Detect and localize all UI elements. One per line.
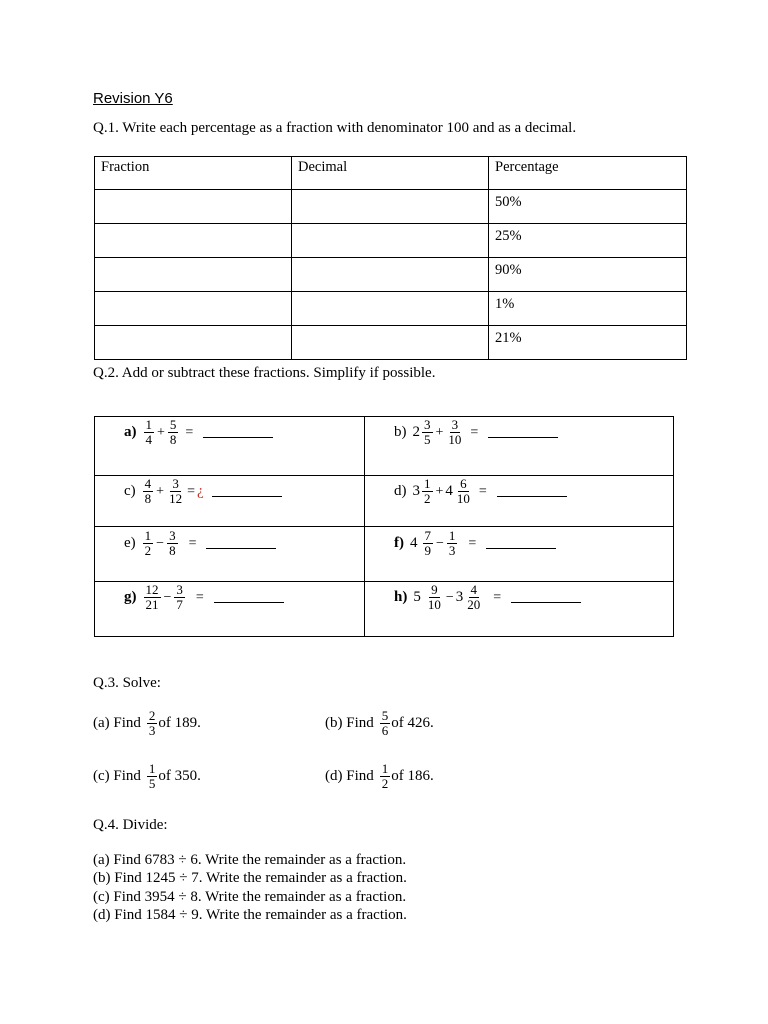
q2-g-expression xyxy=(124,583,284,612)
fraction xyxy=(380,709,391,738)
answer-blank[interactable] xyxy=(212,486,282,497)
operator: − xyxy=(163,589,172,605)
denominator: 3 xyxy=(148,723,156,738)
q3-c-text: (c) Find xyxy=(93,768,141,784)
table-row xyxy=(95,292,687,326)
table-row xyxy=(95,224,687,258)
q2-h-label: h) xyxy=(394,589,408,605)
q3-b-text: (b) Find xyxy=(325,715,374,731)
equals-sign: = xyxy=(185,424,194,440)
decimal-cell[interactable] xyxy=(292,190,489,224)
q4-item: (d) Find 1584 ÷ 9. Write the remainder as a fraction. xyxy=(93,907,407,923)
whole-number: 4 xyxy=(410,535,418,551)
decimal-cell[interactable] xyxy=(292,258,489,292)
fraction xyxy=(143,477,154,506)
fraction xyxy=(422,418,433,447)
fraction xyxy=(446,418,463,447)
denominator: 4 xyxy=(145,432,152,447)
q3-a-text: (a) Find xyxy=(93,715,141,731)
table-row xyxy=(95,190,687,224)
percentage-cell: 21% xyxy=(489,326,687,360)
numerator: 1 xyxy=(448,528,456,543)
grid-divider xyxy=(95,526,673,527)
fraction xyxy=(422,477,433,506)
q3-b xyxy=(325,709,434,738)
table-header-row xyxy=(95,157,687,190)
whole-number: 3 xyxy=(455,589,464,605)
answer-blank[interactable] xyxy=(214,592,284,603)
equals-sign: = xyxy=(468,535,477,551)
numerator: 7 xyxy=(424,528,431,543)
operator: + xyxy=(435,424,444,440)
q3-a xyxy=(93,709,201,738)
fraction xyxy=(167,477,184,506)
q2-a-expression xyxy=(124,418,273,447)
q3-b-suffix: of 426. xyxy=(391,715,434,731)
q2-d-expression xyxy=(394,477,567,506)
numerator: 12 xyxy=(145,582,159,597)
fraction xyxy=(455,477,472,506)
denominator: 6 xyxy=(381,723,389,738)
numerator: 4 xyxy=(470,582,477,597)
denominator: 5 xyxy=(148,776,156,791)
q2-f-expression xyxy=(394,529,556,558)
fraction xyxy=(423,529,434,558)
fraction xyxy=(380,762,391,791)
q4-item: (b) Find 1245 ÷ 7. Write the remainder as a fraction. xyxy=(93,870,407,886)
fraction xyxy=(144,583,161,612)
numerator: 3 xyxy=(169,528,176,543)
q4-item: (a) Find 6783 ÷ 6. Write the remainder as a fraction. xyxy=(93,852,407,868)
q1-table xyxy=(94,156,687,360)
operator: + xyxy=(156,483,165,499)
denominator: 7 xyxy=(176,597,183,612)
whole-number: 4 xyxy=(445,483,453,499)
q3-prompt: Q.3. Solve: xyxy=(93,675,161,691)
percentage-cell: 50% xyxy=(489,190,687,224)
q3-d-suffix: of 186. xyxy=(391,768,434,784)
table-row xyxy=(95,326,687,360)
q2-b-label: b) xyxy=(394,424,407,440)
numerator: 5 xyxy=(381,708,389,723)
equals-sign: = xyxy=(195,589,204,605)
equals-sign: = xyxy=(493,589,502,605)
q2-e-expression xyxy=(124,529,276,558)
answer-blank[interactable] xyxy=(486,538,556,549)
answer-blank[interactable] xyxy=(488,427,558,438)
denominator: 12 xyxy=(169,491,183,506)
operator: − xyxy=(436,535,444,551)
operator: + xyxy=(157,424,165,440)
operator: − xyxy=(156,535,165,551)
fraction-cell[interactable] xyxy=(95,326,292,360)
whole-number: 3 xyxy=(412,483,420,499)
denominator: 21 xyxy=(145,597,159,612)
q3-c-suffix: of 350. xyxy=(158,768,201,784)
answer-blank[interactable] xyxy=(206,538,276,549)
fraction xyxy=(174,583,185,612)
percentage-cell: 1% xyxy=(489,292,687,326)
denominator: 10 xyxy=(456,491,470,506)
q3-d-text: (d) Find xyxy=(325,768,374,784)
denominator: 8 xyxy=(144,491,152,506)
numerator: 3 xyxy=(172,476,179,491)
q3-d xyxy=(325,762,434,791)
fraction xyxy=(143,529,154,558)
denominator: 9 xyxy=(424,543,431,558)
fraction xyxy=(147,762,158,791)
denominator: 10 xyxy=(427,597,441,612)
fraction xyxy=(465,583,482,612)
fraction-cell[interactable] xyxy=(95,258,292,292)
denominator: 3 xyxy=(448,543,456,558)
numerator: 5 xyxy=(169,417,177,432)
numerator: 2 xyxy=(148,708,156,723)
numerator: 3 xyxy=(424,417,431,432)
decimal-cell[interactable] xyxy=(292,326,489,360)
fraction-cell[interactable] xyxy=(95,292,292,326)
answer-blank[interactable] xyxy=(203,427,273,438)
fraction xyxy=(167,529,178,558)
operator: + xyxy=(435,483,444,499)
numerator: 9 xyxy=(431,582,438,597)
q2-f-label: f) xyxy=(394,535,404,551)
fraction xyxy=(168,418,179,447)
numerator: 1 xyxy=(144,528,152,543)
numerator: 1 xyxy=(424,476,431,491)
q1-prompt: Q.1. Write each percentage as a fraction with denominator 100 and as a decimal. xyxy=(93,120,577,136)
operator: − xyxy=(445,589,454,605)
q4-item: (c) Find 3954 ÷ 8. Write the remainder as a fraction. xyxy=(93,889,407,905)
q2-grid xyxy=(94,416,674,637)
fraction xyxy=(447,529,458,558)
denominator: 2 xyxy=(381,776,389,791)
denominator: 8 xyxy=(169,543,176,558)
q3-a-suffix: of 189. xyxy=(158,715,201,731)
equals-sign: = xyxy=(478,483,487,499)
fraction xyxy=(147,709,158,738)
fraction xyxy=(144,418,155,447)
answer-blank[interactable] xyxy=(511,592,581,603)
decimal-cell[interactable] xyxy=(292,292,489,326)
q2-e-label: e) xyxy=(124,535,136,551)
header-fraction: Fraction xyxy=(95,157,292,190)
denominator: 20 xyxy=(467,597,481,612)
denominator: 2 xyxy=(144,543,152,558)
equals-sign: = xyxy=(470,424,479,440)
q2-c-label: c) xyxy=(124,483,136,499)
fraction-cell[interactable] xyxy=(95,190,292,224)
numerator: 1 xyxy=(148,761,156,776)
answer-blank[interactable] xyxy=(497,486,567,497)
denominator: 5 xyxy=(424,432,431,447)
page-title: Revision Y6 xyxy=(93,90,173,107)
equals-sign: = xyxy=(188,535,197,551)
q2-d-label: d) xyxy=(394,483,407,499)
q2-a-label: a) xyxy=(124,424,137,440)
denominator: 2 xyxy=(424,491,431,506)
q2-h-expression xyxy=(394,583,581,612)
numerator: 3 xyxy=(451,417,459,432)
q4-prompt: Q.4. Divide: xyxy=(93,817,168,833)
q2-c-expression xyxy=(124,477,282,506)
percentage-cell: 25% xyxy=(489,224,687,258)
whole-number: 2 xyxy=(412,424,420,440)
q2-g-label: g) xyxy=(124,589,137,605)
table-row xyxy=(95,258,687,292)
equals-sign: = xyxy=(187,483,195,499)
numerator: 3 xyxy=(176,582,183,597)
fraction xyxy=(426,583,443,612)
numerator: 1 xyxy=(381,761,389,776)
percentage-cell: 90% xyxy=(489,258,687,292)
decimal-cell[interactable] xyxy=(292,224,489,258)
numerator: 4 xyxy=(144,476,152,491)
q3-c xyxy=(93,762,201,791)
numerator: 6 xyxy=(460,476,467,491)
header-decimal: Decimal xyxy=(292,157,489,190)
q2-b-expression xyxy=(394,418,558,447)
red-mark: ¿ xyxy=(196,483,204,499)
denominator: 10 xyxy=(448,432,462,447)
whole-number: 5 xyxy=(413,589,421,605)
header-percentage: Percentage xyxy=(489,157,687,190)
q2-prompt: Q.2. Add or subtract these fractions. Simplify if possible. xyxy=(93,365,436,381)
fraction-cell[interactable] xyxy=(95,224,292,258)
grid-divider xyxy=(95,475,673,476)
numerator: 1 xyxy=(145,417,152,432)
denominator: 8 xyxy=(169,432,177,447)
